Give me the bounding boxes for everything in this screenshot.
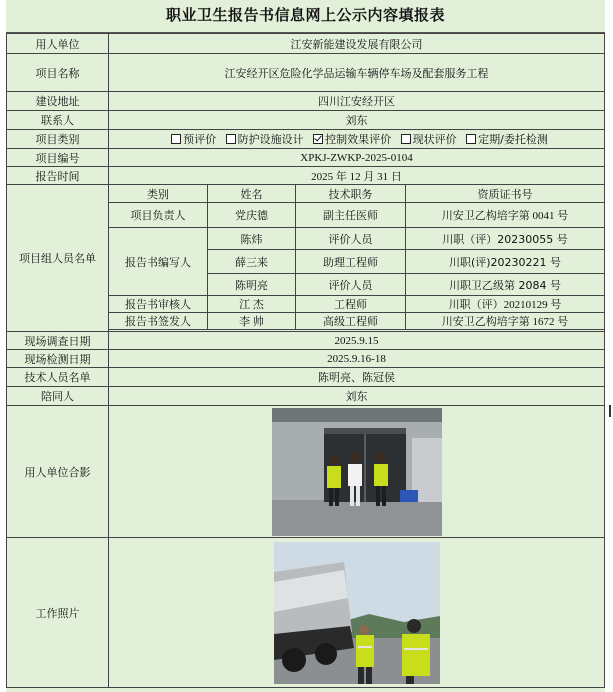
team-header-cert: 资质证书号	[406, 185, 605, 203]
team-name: 陈明亮	[208, 274, 296, 296]
technicians-label: 技术人员名单	[7, 368, 109, 387]
team-cert: 川职（评）20210129 号	[406, 296, 605, 313]
team-title: 助理工程师	[296, 250, 406, 274]
checkbox-icon	[171, 134, 181, 144]
escort-label: 陪同人	[7, 387, 109, 406]
employer-value: 江安新能建设发展有限公司	[109, 34, 605, 54]
team-title: 高级工程师	[296, 313, 406, 330]
group-photo-label: 用人单位合影	[7, 406, 109, 538]
team-cert: 川安卫乙构培字第 0041 号	[406, 203, 605, 228]
team-label: 项目组人员名单	[7, 185, 109, 332]
contact-label: 联系人	[7, 111, 109, 130]
report-date-value: 2025 年 12 月 31 日	[109, 167, 605, 185]
category-option-pre[interactable]: 预评价	[165, 133, 216, 146]
team-name: 党庆德	[208, 203, 296, 228]
group-photo	[272, 408, 442, 536]
checked-checkbox-icon	[313, 134, 323, 144]
work-photo-label: 工作照片	[7, 538, 109, 688]
site-value: 四川江安经开区	[109, 92, 605, 111]
category-option-control[interactable]: 控制效果评价	[307, 133, 391, 146]
team-title: 评价人员	[296, 274, 406, 296]
work-photo-cell	[109, 538, 605, 688]
group-photo-cell	[109, 406, 605, 538]
team-name: 薛三来	[208, 250, 296, 274]
category-label: 项目类别	[7, 130, 109, 149]
team-cert: 川职卫乙级第 2084 号	[406, 274, 605, 296]
team-role: 报告书编写人	[109, 228, 208, 296]
category-option-status[interactable]: 现状评价	[395, 133, 457, 146]
team-name: 陈炜	[208, 228, 296, 250]
team-title: 工程师	[296, 296, 406, 313]
project-no-label: 项目编号	[7, 149, 109, 167]
project-no-value: XPKJ-ZWKP-2025-0104	[109, 149, 605, 167]
technicians-value: 陈明亮、陈冠侯	[109, 368, 605, 387]
team-role: 项目负责人	[109, 203, 208, 228]
team-cert: 川职（评）20230055 号	[406, 228, 605, 250]
contact-value: 刘东	[109, 111, 605, 130]
form-sheet	[6, 0, 605, 692]
scroll-handle[interactable]	[609, 405, 611, 417]
category-options	[109, 130, 605, 149]
team-header-category: 类别	[109, 185, 208, 203]
survey-date-value: 2025.9.15	[109, 332, 605, 350]
report-date-label: 报告时间	[7, 167, 109, 185]
team-name: 李 帅	[208, 313, 296, 330]
category-option-design[interactable]: 防护设施设计	[220, 133, 304, 146]
project-name-label: 项目名称	[7, 54, 109, 92]
work-photo	[274, 542, 440, 684]
testing-date-value: 2025.9.16-18	[109, 350, 605, 368]
info-table	[6, 33, 605, 688]
escort-value: 刘东	[109, 387, 605, 406]
team-role: 报告书审核人	[109, 296, 208, 313]
team-cert: 川安卫乙构培字第 1672 号	[406, 313, 605, 330]
employer-label: 用人单位	[7, 34, 109, 54]
category-option-periodic[interactable]: 定期/委托检测	[460, 133, 548, 146]
project-name-value: 江安经开区危险化学品运输车辆停车场及配套服务工程	[109, 54, 605, 92]
site-label: 建设地址	[7, 92, 109, 111]
checkbox-icon	[401, 134, 411, 144]
testing-date-label: 现场检测日期	[7, 350, 109, 368]
team-title: 评价人员	[296, 228, 406, 250]
checkbox-icon	[226, 134, 236, 144]
team-cert: 川职(评)20230221 号	[406, 250, 605, 274]
team-header-name: 姓名	[208, 185, 296, 203]
team-name: 江 杰	[208, 296, 296, 313]
survey-date-label: 现场调查日期	[7, 332, 109, 350]
team-role: 报告书签发人	[109, 313, 208, 330]
team-title: 副主任医师	[296, 203, 406, 228]
checkbox-icon	[466, 134, 476, 144]
team-header-title: 技术职务	[296, 185, 406, 203]
form-title: 职业卫生报告书信息网上公示内容填报表	[6, 0, 605, 33]
